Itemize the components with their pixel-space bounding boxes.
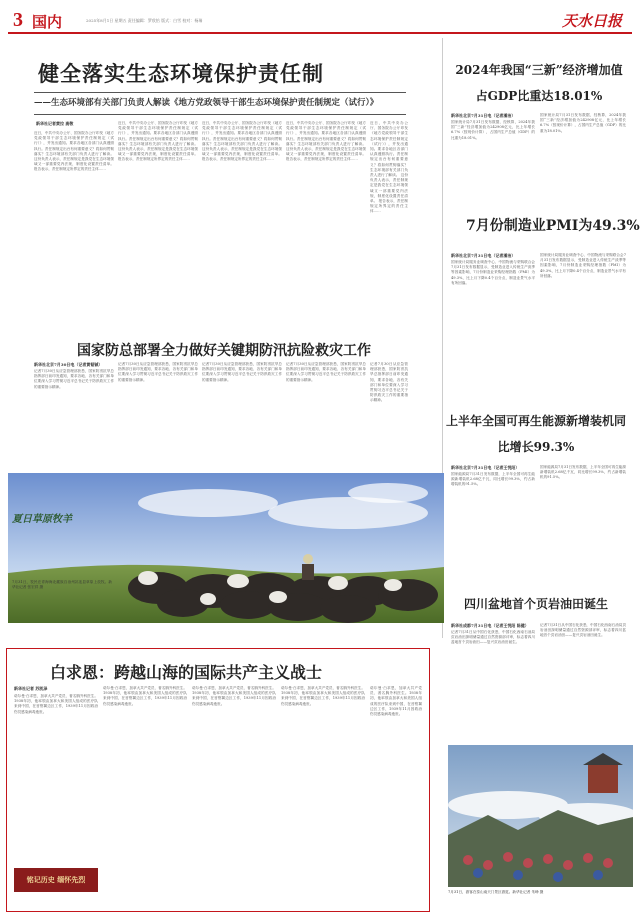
pmi-headline[interactable]: 7月份制造业PMI为49.3% (466, 218, 640, 234)
renewable-headline[interactable]: 上半年全国可再生能源新增装机同比增长99.3% (446, 414, 627, 454)
mountain-caption: 7月31日，游客在泰山南天门景区游览。新华社记者 朱峥 摄 (448, 890, 544, 894)
subtitle-rule-bottom (34, 114, 406, 115)
flood-body-col1: 记者7月30日从应急管理部获悉，国家防汛抗旱总指挥部日前印发通知，要求各地、各有关部门和单位要深入学习贯彻习近平总书记关于防汛救灾工作的重要指示精神。 (34, 369, 114, 389)
main-body-col4: 近日，中共中央办公厅、国务院办公厅印发《地方党政领导干部生态环境保护责任制规定（试行）》，并发出通知。要求各地区各部门认真遵照执行。责任制规定出台有何重要意义？将如何贯彻落实？生态环境部有关部门负责人进行了解读。 这份负责人表示，责任制规定是我党在生态环境领域又一部重要党内法规，制度化设置责任清单。 报告表示，责任制规定所界定的责任主体…… (286, 121, 366, 162)
pmi-body-right: 国家统计局服务业调查中心、中国物流与采购联合会7月31日发布数据显示，受制造业进入传统生产淡季等因素影响，7月份制造业采购经理指数（PMI）为49.3%，比上月下降0.4个百分点，制造业景气水平有所回落。 (540, 253, 626, 278)
newspaper-brand: 天水日报 (562, 12, 623, 30)
flood-body-col4: 记者7月30日从应急管理部获悉，国家防汛抗旱总指挥部日前印发通知，要求各地、各有关部门和单位要深入学习贯彻习近平总书记关于防汛救灾工作的重要指示精神。 (286, 362, 366, 382)
main-byline: 新华社记者黄拉 高敬 (36, 121, 74, 126)
pmi-body-left: 国家统计局服务业调查中心、中国物流与采购联合会7月31日发布数据显示，受制造业进入传统生产淡季等因素影响，7月份制造业采购经理指数（PMI）为49.3%，比上月下降0.4个百分点，制造业景气水平有所回落。 (451, 260, 535, 285)
main-body-col5: 近日，中共中央办公厅、国务院办公厅印发《地方党政领导干部生态环境保护责任制规定（试行）》，并发出通知。要求各地区各部门认真遵照执行。责任制规定出台有何重要意义？将如何贯彻落实？生态环境部有关部门负责人进行了解读。 这份负责人表示，责任制规定是我党在生态环境领域又一部重要党内法规，制度化设置责任清单。 报告表示，责任制规定所界定的责任主体…… (370, 121, 408, 214)
sichuan-byline: 新华社成都7月31日电（记者王悦阳 陈健） (451, 623, 529, 628)
gdp-headline[interactable]: 2024年我国“三新”经济增加值占GDP比重达18.01% (455, 63, 623, 103)
renewable-body-left: 国家能源局7月31日发布数据，上半年全国可再生能源新增装机2.68亿千瓦，同比增长99.3%，约占新增装机的91.5%。 (451, 472, 535, 487)
main-body-col1: 近日，中共中央办公厅、国务院办公厅印发《地方党政领导干部生态环境保护责任制规定（试行）》，并发出通知。要求各地区各部门认真遵照执行。责任制规定出台有何重要意义？将如何贯彻落实？生态环境部有关部门负责人进行了解读。 这份负责人表示，责任制规定是我党在生态环境领域又一部重要党内法规，制度化设置责任清单。 报告表示，责任制规定所界定的责任主体…… (34, 131, 114, 172)
main-body-col3: 近日，中共中央办公厅、国务院办公厅印发《地方党政领导干部生态环境保护责任制规定（试行）》，并发出通知。要求各地区各部门认真遵照执行。责任制规定出台有何重要意义？将如何贯彻落实？生态环境部有关部门负责人进行了解读。 这份负责人表示，责任制规定是我党在生态环境领域又一部重要党内法规，制度化设置责任清单。 报告表示，责任制规定所界定的责任主体…… (202, 121, 282, 162)
bai-badge-text: 铭记历史 缅怀先烈 (26, 875, 86, 884)
sichuan-body-right: 记者7月31日从中国石化获悉，中国石化西南石油局页岩油田探明储量通过自然资源部评审，标志着四川盆地首个页岩油田——复兴页岩油田诞生。 (540, 623, 626, 638)
main-subtitle: ——生态环境部有关部门负责人解读《地方党政领导干部生态环境保护责任制规定（试行）》 (34, 98, 379, 108)
flood-body-col3: 记者7月30日从应急管理部获悉，国家防汛抗旱总指挥部日前印发通知，要求各地、各有关部门和单位要深入学习贯彻习近平总书记关于防汛救灾工作的重要指示精神。 (202, 362, 282, 382)
bai-body-col4: 诺尔曼·白求恩，加拿大共产党员、著名胸外科医生。1938年初，他率领由加拿大和美国人组成的医疗队来到中国，在晋察冀边区工作，1939年11月因救治伤员感染病毒逝世。 (281, 686, 365, 706)
bai-headline[interactable]: 白求恩：跨越山海的国际共产主义战士 (50, 663, 323, 682)
main-body-col2: 近日，中共中央办公厅、国务院办公厅印发《地方党政领导干部生态环境保护责任制规定（试行）》，并发出通知。要求各地区各部门认真遵照执行。责任制规定出台有何重要意义？将如何贯彻落实？生态环境部有关部门负责人进行了解读。 这份负责人表示，责任制规定是我党在生态环境领域又一部重要党内法规，制度化设置责任清单。 报告表示，责任制规定所界定的责任主体…… (118, 121, 198, 162)
flood-headline[interactable]: 国家防总部署全力做好关键期防汛抗险救灾工作 (77, 343, 371, 359)
flood-body-col2: 记者7月30日从应急管理部获悉，国家防汛抗旱总指挥部日前印发通知，要求各地、各有关部门和单位要深入学习贯彻习近平总书记关于防汛救灾工作的重要指示精神。 (118, 362, 198, 382)
pmi-byline: 新华社北京7月31日电（记者潘洁） (451, 253, 516, 258)
bai-badge (14, 868, 98, 892)
gdp-byline: 新华社北京7月31日电（记者潘洁） (451, 113, 516, 118)
renewable-body-right: 国家能源局7月31日发布数据，上半年全国可再生能源新增装机2.68亿千瓦，同比增长99.3%，约占新增装机的91.5%。 (540, 465, 626, 480)
issue-meta: 2025年8月1日 星期五 责任编辑：罗欣怡 版式：白雪 校对：杨瑞 (86, 18, 203, 23)
section-name: 国内 (32, 13, 63, 31)
gdp-body-left: 国家统计局7月31日发布数据，经核算，2024年我国“三新”经济增加值为242908亿元，比上年增长6.7%（按现价计算），占国内生产总值（GDP）的比重为18.01%。 (451, 120, 535, 140)
bai-body-col3: 诺尔曼·白求恩，加拿大共产党员、著名胸外科医生。1938年初，他率领由加拿大和美国人组成的医疗队来到中国，在晋察冀边区工作，1939年11月因救治伤员感染病毒逝世。 (192, 686, 276, 706)
sichuan-body-left: 记者7月31日从中国石化获悉，中国石化西南石油局页岩油田探明储量通过自然资源部评审，标志着四川盆地首个页岩油田——复兴页岩油田诞生。 (451, 630, 535, 645)
gdp-body-right: 国家统计局7月31日发布数据，经核算，2024年我国“三新”经济增加值为242908亿元，比上年增长6.7%（按现价计算），占国内生产总值（GDP）的比重为18.01%。 (540, 113, 626, 133)
flood-body-col5: 记者7月30日从应急管理部获悉，国家防汛抗旱总指挥部日前印发通知，要求各地、各有关部门和单位要深入学习贯彻习近平总书记关于防汛救灾工作的重要指示精神。 (370, 362, 408, 403)
bai-body-col2: 诺尔曼·白求恩，加拿大共产党员、著名胸外科医生。1938年初，他率领由加拿大和美国人组成的医疗队来到中国，在晋察冀边区工作，1939年11月因救治伤员感染病毒逝世。 (103, 686, 187, 706)
photo-caption: 7月31日，牧民在青海海北藏族自治州祁连县草原上放牧。新华社记者 张宏祥 摄 (12, 580, 112, 590)
mountain-photo[interactable] (448, 745, 633, 887)
bai-body-col5: 诺尔曼·白求恩，加拿大共产党员、著名胸外科医生。1938年初，他率领由加拿大和美国人组成的医疗队来到中国，在晋察冀边区工作，1939年11月因救治伤员感染病毒逝世。 (370, 686, 422, 717)
bai-byline: 新华社记者 苏凯泽 (14, 686, 48, 691)
main-headline[interactable]: 健全落实生态环境保护责任制 (38, 61, 324, 86)
sichuan-headline[interactable]: 四川盆地首个页岩油田诞生 (464, 597, 609, 611)
page-number: 3 (13, 9, 23, 31)
photo-title: 夏日草原牧羊 (12, 514, 72, 525)
subtitle-rule-top (34, 92, 406, 93)
header-rule (8, 32, 632, 34)
renewable-byline: 新华社北京7月31日电（记者王悦阳） (451, 465, 520, 470)
bai-body-col1: 诺尔曼·白求恩，加拿大共产党员、著名胸外科医生。1938年初，他率领由加拿大和美国人组成的医疗队来到中国，在晋察冀边区工作，1939年11月因救治伤员感染病毒逝世。 (14, 694, 98, 714)
flood-byline: 新华社北京7月30日电（记者黄韬铖） (34, 362, 103, 367)
